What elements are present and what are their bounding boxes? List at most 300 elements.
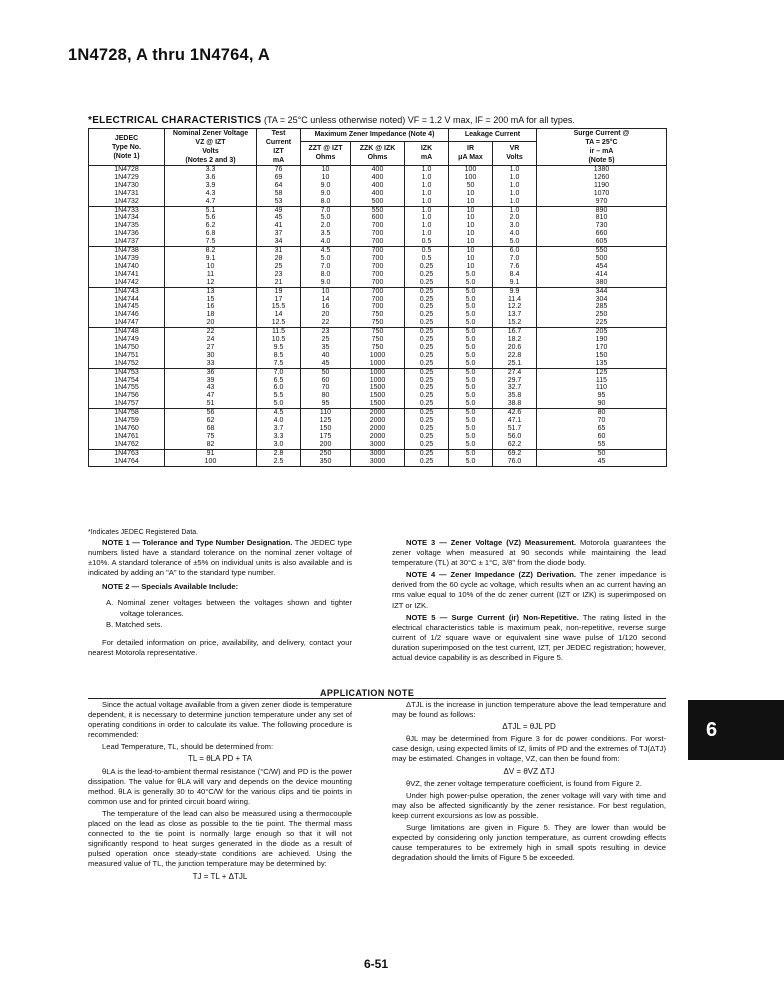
cell-zzt: 95 bbox=[301, 400, 351, 408]
cell-device-type: 1N4744 bbox=[89, 296, 165, 304]
cell-zzt: 22 bbox=[301, 319, 351, 327]
page-number: 6-51 bbox=[364, 957, 389, 971]
cell-test-current: 19 bbox=[257, 287, 301, 295]
cell-zzt: 2.0 bbox=[301, 222, 351, 230]
cell-device-type: 1N4751 bbox=[89, 352, 165, 360]
cell-vr: 76.0 bbox=[493, 458, 537, 466]
cell-izk: 0.25 bbox=[405, 271, 449, 279]
cell-surge-current: 125 bbox=[537, 368, 667, 376]
header-leakage-current: Leakage Current bbox=[449, 129, 537, 142]
cell-izk: 0.5 bbox=[405, 238, 449, 246]
cell-test-current: 14 bbox=[257, 311, 301, 319]
cell-device-type: 1N4737 bbox=[89, 238, 165, 246]
note2-item-b: B. Matched sets. bbox=[106, 619, 163, 629]
cell-device-type: 1N4758 bbox=[89, 409, 165, 417]
app-right-p1: ΔTJL is the increase in junction temperature above the lead temperature and may be found as follows: bbox=[392, 700, 666, 720]
cell-vr: 25.1 bbox=[493, 360, 537, 368]
cell-test-current: 3.7 bbox=[257, 425, 301, 433]
cell-vr: 42.6 bbox=[493, 409, 537, 417]
cell-nominal-voltage: 16 bbox=[165, 303, 257, 311]
header-ir: IR μA Max bbox=[449, 141, 493, 165]
cell-zzk: 700 bbox=[351, 238, 405, 246]
cell-surge-current: 1260 bbox=[537, 174, 667, 182]
cell-ir: 5.0 bbox=[449, 319, 493, 327]
cell-vr: 16.7 bbox=[493, 328, 537, 336]
cell-ir: 5.0 bbox=[449, 336, 493, 344]
cell-nominal-voltage: 47 bbox=[165, 392, 257, 400]
cell-vr: 8.4 bbox=[493, 271, 537, 279]
cell-device-type: 1N4735 bbox=[89, 222, 165, 230]
cell-vr: 62.2 bbox=[493, 441, 537, 449]
cell-zzk: 600 bbox=[351, 214, 405, 222]
note1-body: The JEDEC type numbers listed have a standard tolerance on the nominal zener voltage of ±10%. A standard tolerance of ±5% on individual units is also available and is indicated by adding an "A" to the standard type number. bbox=[88, 538, 352, 578]
header-zzt: ZZT @ IZT Ohms bbox=[301, 141, 351, 165]
cell-test-current: 34 bbox=[257, 238, 301, 246]
cell-nominal-voltage: 56 bbox=[165, 409, 257, 417]
cell-ir: 5.0 bbox=[449, 287, 493, 295]
cell-ir: 10 bbox=[449, 198, 493, 206]
cell-nominal-voltage: 13 bbox=[165, 287, 257, 295]
cell-zzk: 1500 bbox=[351, 400, 405, 408]
app-left-p1: Since the actual voltage available from a given zener diode is temperature dependent, it is necessary to determine junction temperature under any set of operating conditions in order to calculate its value. The following procedure is recommended: bbox=[88, 700, 352, 740]
cell-vr: 15.2 bbox=[493, 319, 537, 327]
cell-device-type: 1N4757 bbox=[89, 400, 165, 408]
table-row bbox=[89, 441, 667, 449]
cell-device-type: 1N4730 bbox=[89, 182, 165, 190]
note2-item-a: A. Nominal zener voltages between the voltages shown and tighter voltage tolerances. bbox=[106, 598, 352, 618]
cell-nominal-voltage: 18 bbox=[165, 311, 257, 319]
electrical-characteristics-table bbox=[88, 128, 667, 467]
table-row bbox=[89, 433, 667, 441]
cell-zzk: 550 bbox=[351, 206, 405, 214]
cell-vr: 1.0 bbox=[493, 198, 537, 206]
cell-surge-current: 285 bbox=[537, 303, 667, 311]
cell-surge-current: 890 bbox=[537, 206, 667, 214]
cell-zzk: 700 bbox=[351, 247, 405, 255]
cell-zzt: 7.0 bbox=[301, 263, 351, 271]
jedec-footnote: *Indicates JEDEC Registered Data. bbox=[88, 529, 199, 536]
cell-nominal-voltage: 3.3 bbox=[165, 166, 257, 174]
cell-zzk: 1000 bbox=[351, 360, 405, 368]
cell-zzt: 350 bbox=[301, 458, 351, 466]
cell-zzk: 750 bbox=[351, 319, 405, 327]
cell-test-current: 23 bbox=[257, 271, 301, 279]
cell-vr: 20.6 bbox=[493, 344, 537, 352]
table-row bbox=[89, 247, 667, 255]
cell-izk: 0.25 bbox=[405, 328, 449, 336]
cell-device-type: 1N4729 bbox=[89, 174, 165, 182]
cell-nominal-voltage: 75 bbox=[165, 433, 257, 441]
table-row bbox=[89, 230, 667, 238]
cell-zzt: 5.0 bbox=[301, 214, 351, 222]
cell-izk: 0.25 bbox=[405, 425, 449, 433]
cell-zzt: 150 bbox=[301, 425, 351, 433]
cell-device-type: 1N4747 bbox=[89, 319, 165, 327]
cell-zzk: 400 bbox=[351, 182, 405, 190]
cell-vr: 1.0 bbox=[493, 182, 537, 190]
cell-device-type: 1N4749 bbox=[89, 336, 165, 344]
cell-ir: 5.0 bbox=[449, 384, 493, 392]
cell-izk: 0.25 bbox=[405, 449, 449, 457]
cell-ir: 5.0 bbox=[449, 400, 493, 408]
cell-surge-current: 110 bbox=[537, 384, 667, 392]
cell-izk: 0.25 bbox=[405, 287, 449, 295]
cell-zzt: 200 bbox=[301, 441, 351, 449]
cell-device-type: 1N4760 bbox=[89, 425, 165, 433]
cell-ir: 10 bbox=[449, 190, 493, 198]
table-row bbox=[89, 400, 667, 408]
cell-surge-current: 500 bbox=[537, 255, 667, 263]
cell-test-current: 6.0 bbox=[257, 384, 301, 392]
cell-device-type: 1N4742 bbox=[89, 279, 165, 287]
note5-body: The rating listed in the electrical characteristics table is maximum peak, non-repetitive, reverse surge current of 1/2 square wave or equivalent sine wave pulse of 1/120 second duration superimposed on the test current, IZT, per JEDEC registration; however, actual device capability is as described in Figure 5. bbox=[392, 612, 666, 663]
cell-zzt: 9.0 bbox=[301, 190, 351, 198]
cell-izk: 1.0 bbox=[405, 198, 449, 206]
cell-zzk: 750 bbox=[351, 336, 405, 344]
cell-zzt: 14 bbox=[301, 296, 351, 304]
cell-zzt: 8.0 bbox=[301, 271, 351, 279]
cell-device-type: 1N4732 bbox=[89, 198, 165, 206]
header-max-impedance: Maximum Zener Impedance (Note 4) bbox=[301, 129, 449, 142]
cell-ir: 5.0 bbox=[449, 368, 493, 376]
cell-zzk: 400 bbox=[351, 166, 405, 174]
cell-device-type: 1N4759 bbox=[89, 417, 165, 425]
cell-vr: 27.4 bbox=[493, 368, 537, 376]
note2-heading: NOTE 2 — Specials Available Include: bbox=[102, 582, 239, 592]
cell-vr: 11.4 bbox=[493, 296, 537, 304]
cell-nominal-voltage: 7.5 bbox=[165, 238, 257, 246]
cell-device-type: 1N4748 bbox=[89, 328, 165, 336]
table-row bbox=[89, 222, 667, 230]
cell-surge-current: 190 bbox=[537, 336, 667, 344]
cell-device-type: 1N4753 bbox=[89, 368, 165, 376]
cell-vr: 35.8 bbox=[493, 392, 537, 400]
cell-izk: 1.0 bbox=[405, 190, 449, 198]
cell-zzt: 4.5 bbox=[301, 247, 351, 255]
cell-surge-current: 55 bbox=[537, 441, 667, 449]
cell-zzt: 7.0 bbox=[301, 206, 351, 214]
cell-ir: 5.0 bbox=[449, 409, 493, 417]
app-left-eq1: TL = θLA PD + TA bbox=[188, 754, 252, 764]
cell-test-current: 64 bbox=[257, 182, 301, 190]
cell-vr: 13.7 bbox=[493, 311, 537, 319]
cell-izk: 0.25 bbox=[405, 441, 449, 449]
table-row bbox=[89, 287, 667, 295]
cell-izk: 0.25 bbox=[405, 433, 449, 441]
cell-zzk: 700 bbox=[351, 230, 405, 238]
cell-vr: 5.0 bbox=[493, 238, 537, 246]
cell-zzk: 700 bbox=[351, 255, 405, 263]
cell-zzk: 3000 bbox=[351, 458, 405, 466]
cell-zzt: 9.0 bbox=[301, 182, 351, 190]
cell-vr: 12.2 bbox=[493, 303, 537, 311]
cell-izk: 1.0 bbox=[405, 166, 449, 174]
notes-left-column bbox=[88, 538, 352, 660]
cell-surge-current: 115 bbox=[537, 377, 667, 385]
cell-surge-current: 730 bbox=[537, 222, 667, 230]
cell-vr: 1.0 bbox=[493, 190, 537, 198]
cell-device-type: 1N4738 bbox=[89, 247, 165, 255]
cell-izk: 1.0 bbox=[405, 222, 449, 230]
cell-vr: 4.0 bbox=[493, 230, 537, 238]
cell-zzk: 2000 bbox=[351, 409, 405, 417]
cell-device-type: 1N4734 bbox=[89, 214, 165, 222]
cell-nominal-voltage: 4.7 bbox=[165, 198, 257, 206]
cell-test-current: 28 bbox=[257, 255, 301, 263]
cell-ir: 5.0 bbox=[449, 352, 493, 360]
cell-device-type: 1N4736 bbox=[89, 230, 165, 238]
cell-nominal-voltage: 10 bbox=[165, 263, 257, 271]
cell-ir: 5.0 bbox=[449, 296, 493, 304]
cell-test-current: 41 bbox=[257, 222, 301, 230]
cell-zzk: 2000 bbox=[351, 433, 405, 441]
cell-ir: 5.0 bbox=[449, 279, 493, 287]
app-right-p5: Surge limitations are given in Figure 5. They are lower than would be expected by considering only junction temperature, as current crowding effects cause temperatures to be extremely high in small spots resulting in device degradation should the limits of Figure 5 be exceeded. bbox=[392, 823, 666, 863]
cell-nominal-voltage: 3.9 bbox=[165, 182, 257, 190]
cell-izk: 0.25 bbox=[405, 384, 449, 392]
cell-ir: 5.0 bbox=[449, 344, 493, 352]
cell-surge-current: 1190 bbox=[537, 182, 667, 190]
table-row bbox=[89, 263, 667, 271]
cell-nominal-voltage: 82 bbox=[165, 441, 257, 449]
cell-zzt: 10 bbox=[301, 166, 351, 174]
table-row bbox=[89, 377, 667, 385]
cell-nominal-voltage: 27 bbox=[165, 344, 257, 352]
table-row bbox=[89, 449, 667, 457]
cell-test-current: 2.8 bbox=[257, 449, 301, 457]
cell-vr: 38.8 bbox=[493, 400, 537, 408]
cell-surge-current: 550 bbox=[537, 247, 667, 255]
cell-zzt: 70 bbox=[301, 384, 351, 392]
cell-test-current: 49 bbox=[257, 206, 301, 214]
cell-nominal-voltage: 6.2 bbox=[165, 222, 257, 230]
cell-ir: 50 bbox=[449, 182, 493, 190]
cell-surge-current: 454 bbox=[537, 263, 667, 271]
table-row bbox=[89, 344, 667, 352]
cell-zzt: 60 bbox=[301, 377, 351, 385]
cell-surge-current: 80 bbox=[537, 409, 667, 417]
cell-surge-current: 45 bbox=[537, 458, 667, 466]
cell-izk: 0.25 bbox=[405, 311, 449, 319]
table-row bbox=[89, 238, 667, 246]
cell-ir: 10 bbox=[449, 222, 493, 230]
cell-ir: 5.0 bbox=[449, 311, 493, 319]
cell-zzk: 1500 bbox=[351, 392, 405, 400]
cell-surge-current: 304 bbox=[537, 296, 667, 304]
cell-nominal-voltage: 91 bbox=[165, 449, 257, 457]
cell-ir: 10 bbox=[449, 247, 493, 255]
cell-zzk: 1000 bbox=[351, 368, 405, 376]
cell-zzt: 20 bbox=[301, 311, 351, 319]
cell-surge-current: 810 bbox=[537, 214, 667, 222]
header-jedec: JEDEC Type No. (Note 1) bbox=[89, 129, 165, 166]
cell-zzk: 400 bbox=[351, 174, 405, 182]
cell-test-current: 12.5 bbox=[257, 319, 301, 327]
cell-vr: 51.7 bbox=[493, 425, 537, 433]
application-note-title: APPLICATION NOTE bbox=[320, 688, 415, 698]
cell-zzt: 50 bbox=[301, 368, 351, 376]
cell-zzk: 700 bbox=[351, 303, 405, 311]
cell-zzk: 2000 bbox=[351, 417, 405, 425]
cell-test-current: 9.5 bbox=[257, 344, 301, 352]
cell-device-type: 1N4756 bbox=[89, 392, 165, 400]
cell-test-current: 25 bbox=[257, 263, 301, 271]
table-row bbox=[89, 190, 667, 198]
table-row bbox=[89, 296, 667, 304]
cell-zzt: 40 bbox=[301, 352, 351, 360]
note1-heading: NOTE 1 — Tolerance and Type Number Designation. bbox=[102, 538, 293, 547]
caption-label: *ELECTRICAL CHARACTERISTICS bbox=[88, 115, 262, 126]
cell-surge-current: 90 bbox=[537, 400, 667, 408]
cell-zzk: 750 bbox=[351, 311, 405, 319]
cell-ir: 5.0 bbox=[449, 458, 493, 466]
app-left-p2: Lead Temperature, TL, should be determined from: bbox=[102, 742, 274, 752]
cell-zzt: 80 bbox=[301, 392, 351, 400]
cell-ir: 5.0 bbox=[449, 417, 493, 425]
cell-test-current: 7.5 bbox=[257, 360, 301, 368]
cell-vr: 2.0 bbox=[493, 214, 537, 222]
cell-surge-current: 70 bbox=[537, 417, 667, 425]
cell-nominal-voltage: 3.6 bbox=[165, 174, 257, 182]
cell-zzk: 400 bbox=[351, 190, 405, 198]
cell-zzt: 23 bbox=[301, 328, 351, 336]
cell-test-current: 37 bbox=[257, 230, 301, 238]
cell-surge-current: 970 bbox=[537, 198, 667, 206]
cell-zzt: 5.0 bbox=[301, 255, 351, 263]
cell-test-current: 58 bbox=[257, 190, 301, 198]
table-row bbox=[89, 425, 667, 433]
cell-device-type: 1N4745 bbox=[89, 303, 165, 311]
cell-vr: 18.2 bbox=[493, 336, 537, 344]
cell-test-current: 4.0 bbox=[257, 417, 301, 425]
cell-vr: 1.0 bbox=[493, 174, 537, 182]
cell-nominal-voltage: 68 bbox=[165, 425, 257, 433]
app-left-eq2: TJ = TL + ΔTJL bbox=[192, 871, 248, 881]
cell-surge-current: 225 bbox=[537, 319, 667, 327]
cell-izk: 0.25 bbox=[405, 400, 449, 408]
cell-zzk: 750 bbox=[351, 344, 405, 352]
cell-izk: 0.5 bbox=[405, 255, 449, 263]
cell-ir: 10 bbox=[449, 263, 493, 271]
cell-surge-current: 135 bbox=[537, 360, 667, 368]
cell-device-type: 1N4764 bbox=[89, 458, 165, 466]
cell-izk: 0.25 bbox=[405, 352, 449, 360]
cell-zzt: 175 bbox=[301, 433, 351, 441]
table-row bbox=[89, 319, 667, 327]
table-row bbox=[89, 198, 667, 206]
table-row bbox=[89, 392, 667, 400]
table-row bbox=[89, 166, 667, 174]
cell-ir: 10 bbox=[449, 214, 493, 222]
table-row bbox=[89, 409, 667, 417]
cell-test-current: 15.5 bbox=[257, 303, 301, 311]
cell-nominal-voltage: 30 bbox=[165, 352, 257, 360]
application-note-rule bbox=[88, 698, 666, 699]
cell-zzk: 700 bbox=[351, 222, 405, 230]
table-row bbox=[89, 352, 667, 360]
page-title: 1N4728, A thru 1N4764, A bbox=[68, 46, 270, 64]
cell-surge-current: 605 bbox=[537, 238, 667, 246]
cell-device-type: 1N4750 bbox=[89, 344, 165, 352]
cell-vr: 32.7 bbox=[493, 384, 537, 392]
table-row bbox=[89, 206, 667, 214]
cell-nominal-voltage: 5.6 bbox=[165, 214, 257, 222]
cell-vr: 22.8 bbox=[493, 352, 537, 360]
table-row bbox=[89, 368, 667, 376]
note2-body: For detailed information on price, availability, and delivery, contact your nearest Motorola representative. bbox=[88, 637, 352, 657]
cell-vr: 1.0 bbox=[493, 206, 537, 214]
cell-izk: 1.0 bbox=[405, 182, 449, 190]
table-row bbox=[89, 336, 667, 344]
cell-device-type: 1N4755 bbox=[89, 384, 165, 392]
table-row bbox=[89, 271, 667, 279]
note5-heading: NOTE 5 — Surge Current (ir) Non-Repetitive. bbox=[406, 612, 579, 622]
application-right-column bbox=[392, 700, 666, 865]
cell-surge-current: 65 bbox=[537, 425, 667, 433]
cell-test-current: 53 bbox=[257, 198, 301, 206]
cell-nominal-voltage: 39 bbox=[165, 377, 257, 385]
cell-zzk: 500 bbox=[351, 198, 405, 206]
cell-ir: 100 bbox=[449, 166, 493, 174]
cell-nominal-voltage: 24 bbox=[165, 336, 257, 344]
cell-zzk: 750 bbox=[351, 328, 405, 336]
cell-vr: 7.0 bbox=[493, 255, 537, 263]
cell-nominal-voltage: 6.8 bbox=[165, 230, 257, 238]
cell-zzk: 3000 bbox=[351, 449, 405, 457]
cell-nominal-voltage: 36 bbox=[165, 368, 257, 376]
cell-ir: 5.0 bbox=[449, 360, 493, 368]
cell-ir: 5.0 bbox=[449, 271, 493, 279]
table-row bbox=[89, 458, 667, 466]
table-row bbox=[89, 384, 667, 392]
cell-zzt: 25 bbox=[301, 336, 351, 344]
cell-device-type: 1N4746 bbox=[89, 311, 165, 319]
table-row bbox=[89, 311, 667, 319]
cell-izk: 0.25 bbox=[405, 458, 449, 466]
cell-zzk: 700 bbox=[351, 271, 405, 279]
cell-izk: 0.5 bbox=[405, 247, 449, 255]
cell-test-current: 31 bbox=[257, 247, 301, 255]
table-row bbox=[89, 182, 667, 190]
cell-vr: 47.1 bbox=[493, 417, 537, 425]
cell-ir: 10 bbox=[449, 238, 493, 246]
app-right-p3: θVZ, the zener voltage temperature coefficient, is found from Figure 2. bbox=[406, 778, 642, 788]
cell-zzk: 2000 bbox=[351, 425, 405, 433]
cell-ir: 5.0 bbox=[449, 441, 493, 449]
table-row bbox=[89, 174, 667, 182]
cell-test-current: 4.5 bbox=[257, 409, 301, 417]
header-test-current: Test Current IZT mA bbox=[257, 129, 301, 166]
cell-test-current: 5.5 bbox=[257, 392, 301, 400]
application-left-column bbox=[88, 700, 352, 884]
cell-surge-current: 660 bbox=[537, 230, 667, 238]
cell-vr: 1.0 bbox=[493, 166, 537, 174]
cell-ir: 5.0 bbox=[449, 449, 493, 457]
cell-test-current: 2.5 bbox=[257, 458, 301, 466]
cell-device-type: 1N4731 bbox=[89, 190, 165, 198]
cell-test-current: 10.5 bbox=[257, 336, 301, 344]
cell-zzt: 35 bbox=[301, 344, 351, 352]
note3-body: Motorola guarantees the zener voltage when measured at 90 seconds while maintaining the lead temperature (TL) at 30°C ± 1°C, 3/8" from the diode body. bbox=[392, 538, 666, 568]
cell-zzt: 3.5 bbox=[301, 230, 351, 238]
cell-ir: 5.0 bbox=[449, 392, 493, 400]
cell-izk: 1.0 bbox=[405, 214, 449, 222]
cell-test-current: 8.5 bbox=[257, 352, 301, 360]
cell-izk: 0.25 bbox=[405, 344, 449, 352]
caption-conditions: (TA = 25°C unless otherwise noted) VF = 1.2 V max, IF = 200 mA for all types. bbox=[264, 115, 575, 125]
cell-nominal-voltage: 11 bbox=[165, 271, 257, 279]
cell-ir: 10 bbox=[449, 255, 493, 263]
